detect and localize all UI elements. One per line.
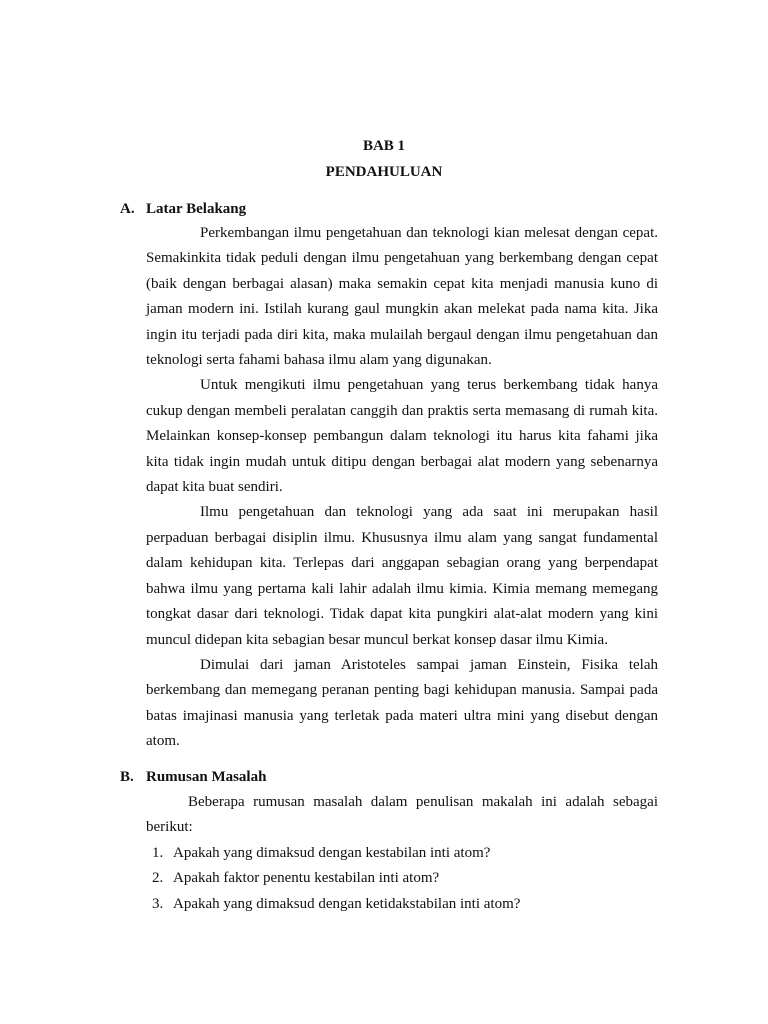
list-item bbox=[146, 841, 658, 866]
section-letter: A. bbox=[120, 201, 135, 217]
list-text: Apakah faktor penentu kestabilan inti atom? bbox=[173, 870, 440, 887]
section-a-body bbox=[146, 221, 658, 755]
chapter-label: BAB 1 bbox=[362, 138, 406, 154]
list-text: Apakah yang dimaksud dengan ketidakstabilan inti atom? bbox=[173, 895, 521, 912]
section-heading-rumusan-masalah bbox=[120, 767, 266, 787]
paragraph: Untuk mengikuti ilmu pengetahuan yang terus berkembang tidak hanya cukup dengan membeli peralatan canggih dan praktis serta memasang di rumah kita. Melainkan konsep-konsep pembangun dalam teknologi itu harus kita fahami jika kita tidak ingin mudah untuk ditipu dengan berbagai alat modern yang sebenarnya dapat kita buat sendiri. bbox=[146, 377, 658, 496]
list-item bbox=[146, 866, 658, 891]
paragraph: Ilmu pengetahuan dan teknologi yang ada saat ini merupakan hasil perpaduan berbagai disiplin ilmu. Khususnya ilmu alam yang sangat fundamental dalam kehidupan kita. Terlepas dari anggapan sebagian orang yang berpendapat bahwa ilmu yang pertama kali lahir adalah ilmu kimia. Kimia memang memegang tongkat dasar dari teknologi. Tidak dapat kita pungkiri alat-alat modern yang kini muncul didepan kita sebagian besar muncul berkat konsep dasar ilmu Kimia. bbox=[146, 504, 658, 648]
section-title: Latar Belakang bbox=[146, 201, 247, 217]
paragraph: Dimulai dari jaman Aristoteles sampai jaman Einstein, Fisika telah berkembang dan memegang peranan penting bagi kehidupan manusia. Sampai pada batas imajinasi manusia yang terletak pada materi ultra mini yang disebut dengan atom. bbox=[146, 656, 658, 750]
list-number: 3. bbox=[152, 895, 164, 912]
list-number: 2. bbox=[152, 870, 164, 887]
section-heading-latar-belakang bbox=[120, 199, 246, 219]
section-title: Rumusan Masalah bbox=[146, 769, 267, 785]
paragraph: Perkembangan ilmu pengetahuan dan teknologi kian melesat dengan cepat. Semakinkita tidak peduli dengan ilmu pengetahuan yang berkembang dengan cepat (baik dengan berbagai alasan) maka semakin cepat kita menjadi manusia kuno di jaman modern ini. Istilah kurang gaul mungkin akan melekat pada nama kita. Jika ingin itu terjadi pada diri kita, maka mulailah bergaul dengan ilmu pengetahuan dan teknologi serta fahami bahasa ilmu alam yang digunakan. bbox=[146, 225, 658, 369]
chapter-title: PENDAHULUAN bbox=[325, 164, 443, 180]
list-number: 1. bbox=[152, 845, 164, 861]
list-text: Apakah yang dimaksud dengan kestabilan inti atom? bbox=[173, 845, 491, 861]
question-list bbox=[146, 841, 658, 917]
paragraph: Beberapa rumusan masalah dalam penulisan makalah ini adalah sebagai berikut: bbox=[146, 794, 658, 836]
section-letter: B. bbox=[120, 769, 134, 785]
list-item bbox=[146, 892, 658, 917]
section-b-body bbox=[146, 790, 658, 841]
